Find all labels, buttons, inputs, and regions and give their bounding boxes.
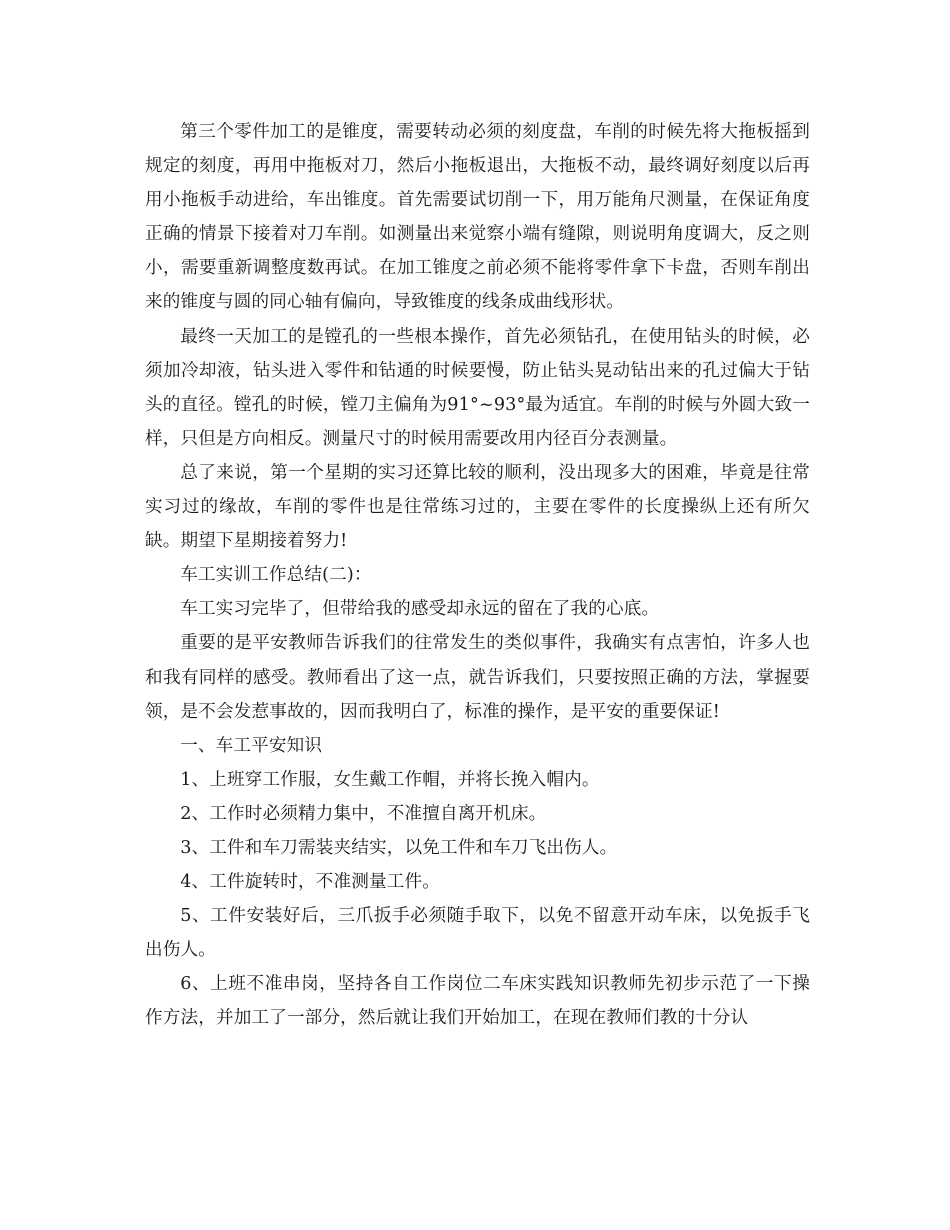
list-item-rule-2: 2、工作时必须精力集中，不准擅自离开机床。 [180,803,547,824]
paragraph-week-summary: 总了来说，第一个星期的实习还算比较的顺利，没出现多大的困难，毕竟是往常实习过的缘故，车削的零件也是往常练习过的，主要在零件的长度操纵上还有所欠缺。期望下星期接着努力! [145,462,810,552]
paragraph-boring-operation: 最终一天加工的是镗孔的一些根本操作，首先必须钻孔，在使用钻头的时候，必须加冷却液，钻头进入零件和钻通的时候要慢，防止钻头晃动钻出来的孔过偏大于钻头的直径。镗孔的时候，镗刀主偏角为91°~93°最为适宜。车削的时候与外圆大致一样，只但是方向相反。测量尺寸的时候用需要改用内径百分表测量。 [145,326,810,449]
paragraph-taper-machining: 第三个零件加工的是锥度，需要转动必须的刻度盘，车削的时候先将大拖板摇到规定的刻度，再用中拖板对刀，然后小拖板退出，大拖板不动，最终调好刻度以后再用小拖板手动进给，车出锥度。首先需要试切削一下，用万能角尺测量，在保证角度正确的情景下接着对刀车削。如测量出来觉察小端有缝隙，则说明角度调大，反之则小，需要重新调整度数再试。在加工锥度之前必须不能将零件拿下卡盘，否则车削出来的锥度与圆的同心轴有偏向，导致锥度的线条成曲线形状。 [145,122,810,313]
list-item-rule-3: 3、工件和车刀需装夹结实，以免工件和车刀飞出伤人。 [180,837,618,858]
section-heading-safety-knowledge: 一、车工平安知识 [180,735,323,756]
list-item-rule-1: 1、上班穿工作服，女生戴工作帽，并将长挽入帽内。 [180,769,600,790]
list-item-rule-4: 4、工件旋转时，不准测量工件。 [180,872,440,893]
section-heading-summary-two: 车工实训工作总结(二)： [180,565,372,586]
list-item-rule-6: 6、上班不准串岗，坚持各自工作岗位二车床实践知识教师先初步示范了一下操作方法，并加工了一部分，然后就让我们开始加工，在现在教师们教的十分认 [145,974,810,1029]
paragraph-safety-teacher: 重要的是平安教师告诉我们的往常发生的类似事件，我确实有点害怕，许多人也和我有同样的感受。教师看出了这一点，就告诉我们，只要按照正确的方法，掌握要领，是不会发惹事故的，因而我明白了，标准的操作，是平安的重要保证! [145,633,810,722]
paragraph-internship-finished: 车工实习完毕了，但带给我的感受却永远的留在了我的心底。 [180,599,660,620]
document-body [145,115,810,1036]
list-item-rule-5: 5、工件安装好后，三爪扳手必须随手取下，以免不留意开动车床，以免扳手飞出伤人。 [145,906,810,961]
